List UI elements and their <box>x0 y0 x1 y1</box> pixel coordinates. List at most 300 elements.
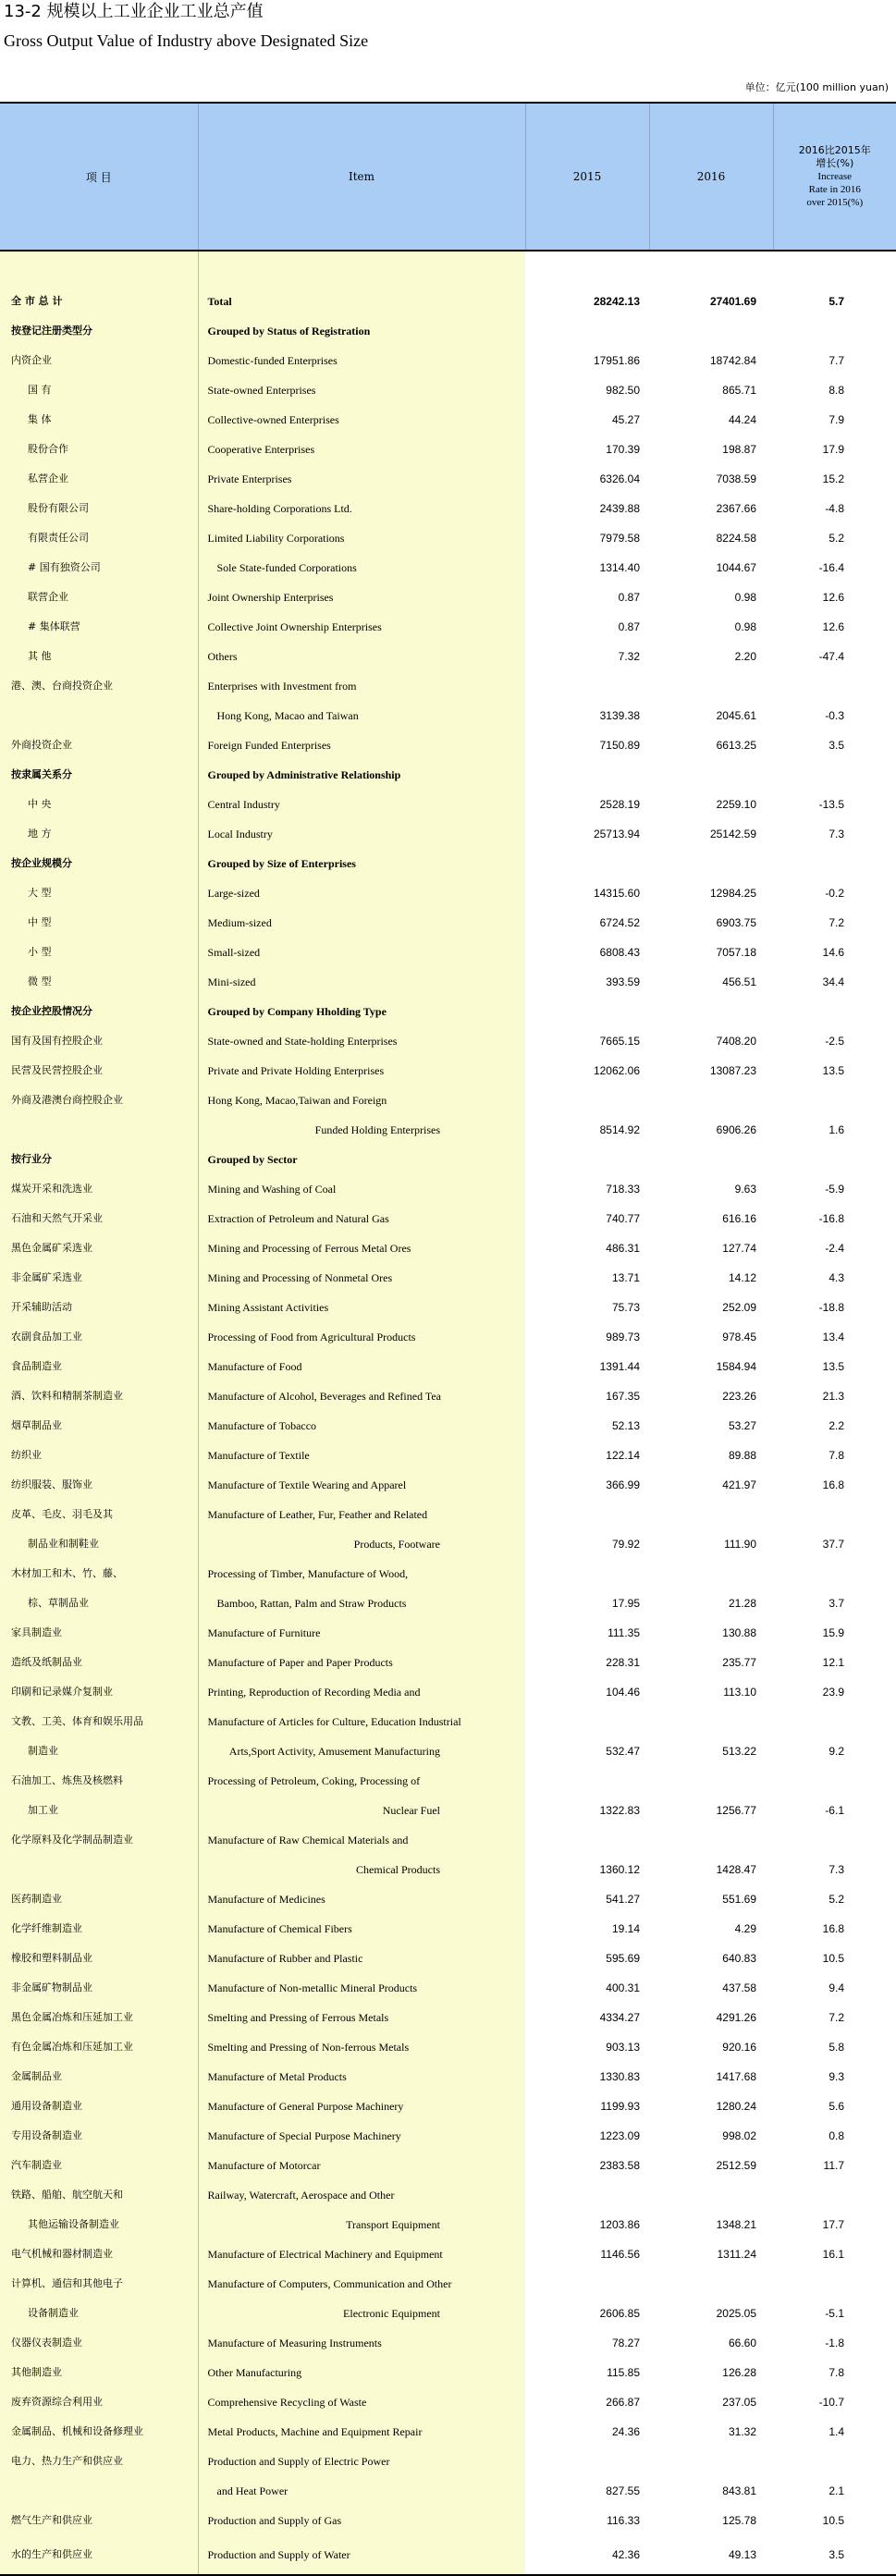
item-name-en: Hong Kong, Macao and Taiwan <box>198 701 525 730</box>
value-2015: 0.87 <box>525 583 649 612</box>
increase-rate: 1.4 <box>773 2417 896 2447</box>
table-row <box>0 1944 896 1973</box>
value-2016: 2.20 <box>649 642 773 671</box>
value-2016 <box>649 2180 773 2210</box>
item-name-en: Private Enterprises <box>198 464 525 494</box>
value-2015: 7979.58 <box>525 523 649 553</box>
increase-rate: 7.2 <box>773 908 896 938</box>
value-2015: 2383.58 <box>525 2151 649 2180</box>
table-row <box>0 1470 896 1500</box>
value-2016: 25142.59 <box>649 819 773 849</box>
item-name-zh: 其他制造业 <box>0 2358 198 2387</box>
increase-rate: 12.1 <box>773 1648 896 1677</box>
increase-rate: 15.9 <box>773 1618 896 1648</box>
item-name-en: Grouped by Company Hholding Type <box>198 997 525 1026</box>
item-name-zh <box>0 2476 198 2506</box>
increase-rate: 2.2 <box>773 1411 896 1441</box>
table-header <box>0 103 896 251</box>
table-row <box>0 346 896 375</box>
item-name-zh: 通用设备制造业 <box>0 2091 198 2121</box>
item-name-zh: 化学纤维制造业 <box>0 1914 198 1944</box>
item-name-en: Collective Joint Ownership Enterprises <box>198 612 525 642</box>
increase-rate: -0.3 <box>773 701 896 730</box>
increase-rate <box>773 671 896 701</box>
increase-rate <box>773 1766 896 1796</box>
item-name-en: Total <box>198 287 525 316</box>
item-name-zh: 纺织业 <box>0 1441 198 1470</box>
value-2015: 52.13 <box>525 1411 649 1441</box>
value-2015: 2528.19 <box>525 790 649 819</box>
value-2015: 6724.52 <box>525 908 649 938</box>
table-row <box>0 1529 896 1559</box>
value-2016: 21.28 <box>649 1589 773 1618</box>
value-2016: 978.45 <box>649 1322 773 1352</box>
increase-rate: 7.9 <box>773 405 896 435</box>
value-2016: 6903.75 <box>649 908 773 938</box>
increase-rate <box>773 2269 896 2299</box>
header-2015: 2015 <box>525 103 649 251</box>
value-2016: 1417.68 <box>649 2062 773 2091</box>
item-name-en: Production and Supply of Gas <box>198 2506 525 2535</box>
item-name-zh: 石油加工、炼焦及核燃料 <box>0 1766 198 1796</box>
value-2016: 113.10 <box>649 1677 773 1707</box>
value-2015: 1330.83 <box>525 2062 649 2091</box>
increase-rate: 5.8 <box>773 2032 896 2062</box>
increase-rate: 9.3 <box>773 2062 896 2091</box>
value-2016: 456.51 <box>649 967 773 997</box>
table-row <box>0 1855 896 1884</box>
value-2015: 595.69 <box>525 1944 649 1973</box>
value-2016 <box>649 671 773 701</box>
item-name-en: Local Industry <box>198 819 525 849</box>
increase-rate: -47.4 <box>773 642 896 671</box>
increase-rate: 11.7 <box>773 2151 896 2180</box>
increase-rate: -5.1 <box>773 2299 896 2328</box>
item-name-zh: 国 有 <box>0 375 198 405</box>
table-row <box>0 1973 896 2003</box>
item-name-en: Manufacture of Textile <box>198 1441 525 1470</box>
table-row <box>0 2062 896 2091</box>
increase-rate: -4.8 <box>773 494 896 523</box>
increase-rate <box>773 2447 896 2476</box>
item-name-zh: 食品制造业 <box>0 1352 198 1381</box>
item-name-zh: 汽车制造业 <box>0 2151 198 2180</box>
item-name-en: Mining and Processing of Nonmetal Ores <box>198 1263 525 1293</box>
item-name-en: Electronic Equipment <box>198 2299 525 2328</box>
item-name-zh: 铁路、船舶、航空航天和 <box>0 2180 198 2210</box>
table-row <box>0 1322 896 1352</box>
value-2016: 2045.61 <box>649 701 773 730</box>
item-name-en: Manufacture of General Purpose Machinery <box>198 2091 525 2121</box>
value-2015: 13.71 <box>525 1263 649 1293</box>
value-2016: 6613.25 <box>649 730 773 760</box>
value-2015: 740.77 <box>525 1204 649 1233</box>
increase-rate <box>773 1559 896 1589</box>
table-row <box>0 1174 896 1204</box>
item-name-en: Mining Assistant Activities <box>198 1293 525 1322</box>
table-row <box>0 967 896 997</box>
table-row <box>0 1115 896 1145</box>
item-name-en: Manufacture of Paper and Paper Products <box>198 1648 525 1677</box>
increase-rate: -6.1 <box>773 1796 896 1825</box>
value-2016: 551.69 <box>649 1884 773 1914</box>
item-name-zh: 有色金属冶炼和压延加工业 <box>0 2032 198 2062</box>
item-name-en: Processing of Petroleum, Coking, Processing of <box>198 1766 525 1796</box>
table-row <box>0 908 896 938</box>
value-2015: 266.87 <box>525 2387 649 2417</box>
table-row <box>0 2180 896 2210</box>
value-2016 <box>649 1559 773 1589</box>
item-name-zh: 股份合作 <box>0 435 198 464</box>
increase-rate: 17.7 <box>773 2210 896 2239</box>
table-row <box>0 435 896 464</box>
value-2016: 513.22 <box>649 1736 773 1766</box>
item-name-zh: 造纸及纸制品业 <box>0 1648 198 1677</box>
table-row <box>0 1086 896 1115</box>
increase-rate: 16.1 <box>773 2239 896 2269</box>
increase-rate: 16.8 <box>773 1914 896 1944</box>
increase-rate: -2.5 <box>773 1026 896 1056</box>
value-2015 <box>525 760 649 790</box>
value-2016: 12984.25 <box>649 878 773 908</box>
item-name-zh: 按隶属关系分 <box>0 760 198 790</box>
value-2016: 2367.66 <box>649 494 773 523</box>
increase-rate: -13.5 <box>773 790 896 819</box>
increase-rate: 3.5 <box>773 2535 896 2575</box>
table-row <box>0 464 896 494</box>
increase-rate: 17.9 <box>773 435 896 464</box>
table-row <box>0 1352 896 1381</box>
value-2015: 104.46 <box>525 1677 649 1707</box>
item-name-zh <box>0 1115 198 1145</box>
increase-rate: -0.2 <box>773 878 896 908</box>
table-row <box>0 671 896 701</box>
item-name-zh: 专用设备制造业 <box>0 2121 198 2151</box>
table-row <box>0 2387 896 2417</box>
increase-rate: -16.8 <box>773 1204 896 1233</box>
value-2016: 920.16 <box>649 2032 773 2062</box>
item-name-en: Other Manufacturing <box>198 2358 525 2387</box>
value-2015: 1199.93 <box>525 2091 649 2121</box>
table-row <box>0 287 896 316</box>
value-2016 <box>649 1145 773 1174</box>
table-row <box>0 2121 896 2151</box>
value-2015: 111.35 <box>525 1618 649 1648</box>
increase-rate: 37.7 <box>773 1529 896 1559</box>
value-2016: 1348.21 <box>649 2210 773 2239</box>
item-name-en: Large-sized <box>198 878 525 908</box>
item-name-zh: 全 市 总 计 <box>0 287 198 316</box>
header-increase-rate <box>773 103 896 251</box>
item-name-zh: 废弃资源综合利用业 <box>0 2387 198 2417</box>
increase-rate: 10.5 <box>773 1944 896 1973</box>
increase-rate: 10.5 <box>773 2506 896 2535</box>
table-row <box>0 730 896 760</box>
value-2015 <box>525 1500 649 1529</box>
increase-rate: 16.8 <box>773 1470 896 1500</box>
item-name-zh: 水的生产和供应业 <box>0 2535 198 2575</box>
table-row <box>0 2151 896 2180</box>
table-row <box>0 494 896 523</box>
value-2016: 4291.26 <box>649 2003 773 2032</box>
table-row <box>0 1056 896 1086</box>
header-rate-line: Increase <box>774 170 896 183</box>
value-2015: 7150.89 <box>525 730 649 760</box>
item-name-zh <box>0 701 198 730</box>
value-2016: 1311.24 <box>649 2239 773 2269</box>
increase-rate: -18.8 <box>773 1293 896 1322</box>
table-row <box>0 1736 896 1766</box>
item-name-zh: 印刷和记录媒介复制业 <box>0 1677 198 1707</box>
value-2016 <box>649 2447 773 2476</box>
value-2015 <box>525 997 649 1026</box>
value-2016 <box>649 760 773 790</box>
table-row <box>0 375 896 405</box>
value-2015: 6808.43 <box>525 938 649 967</box>
value-2015: 75.73 <box>525 1293 649 1322</box>
item-name-zh: 集 体 <box>0 405 198 435</box>
item-name-zh: 棕、草制品业 <box>0 1589 198 1618</box>
value-2016 <box>649 1825 773 1855</box>
table-row <box>0 819 896 849</box>
item-name-zh: 私营企业 <box>0 464 198 494</box>
value-2015: 115.85 <box>525 2358 649 2387</box>
table-row <box>0 1618 896 1648</box>
value-2015: 0.87 <box>525 612 649 642</box>
value-2016: 31.32 <box>649 2417 773 2447</box>
item-name-en: Manufacture of Computers, Communication and Other <box>198 2269 525 2299</box>
table-row <box>0 2417 896 2447</box>
table-row <box>0 997 896 1026</box>
table-row <box>0 612 896 642</box>
table-row <box>0 1233 896 1263</box>
item-name-zh: 金属制品业 <box>0 2062 198 2091</box>
item-name-zh: 橡胶和塑料制品业 <box>0 1944 198 1973</box>
item-name-en: Smelting and Pressing of Non-ferrous Metals <box>198 2032 525 2062</box>
increase-rate <box>773 1145 896 1174</box>
item-name-en: Arts,Sport Activity, Amusement Manufacturing <box>198 1736 525 1766</box>
item-name-zh: 电气机械和器材制造业 <box>0 2239 198 2269</box>
header-rate-line: 增长(%) <box>774 157 896 170</box>
item-name-zh: 按行业分 <box>0 1145 198 1174</box>
increase-rate: -2.4 <box>773 1233 896 1263</box>
table-row <box>0 1263 896 1293</box>
item-name-zh: 加工业 <box>0 1796 198 1825</box>
item-name-zh: 木材加工和木、竹、藤、 <box>0 1559 198 1589</box>
value-2015 <box>525 2180 649 2210</box>
item-name-en: Grouped by Administrative Relationship <box>198 760 525 790</box>
value-2015: 19.14 <box>525 1914 649 1944</box>
table-row <box>0 1204 896 1233</box>
item-name-zh: 联营企业 <box>0 583 198 612</box>
value-2015 <box>525 316 649 346</box>
item-name-en: Manufacture of Tobacco <box>198 1411 525 1441</box>
increase-rate <box>773 316 896 346</box>
spacer-cell <box>525 251 649 287</box>
value-2016: 1256.77 <box>649 1796 773 1825</box>
increase-rate <box>773 1707 896 1736</box>
item-name-en: Comprehensive Recycling of Waste <box>198 2387 525 2417</box>
table-row <box>0 1441 896 1470</box>
value-2015: 167.35 <box>525 1381 649 1411</box>
item-name-zh: 开采辅助活动 <box>0 1293 198 1322</box>
value-2016: 843.81 <box>649 2476 773 2506</box>
value-2015: 1322.83 <box>525 1796 649 1825</box>
item-name-zh: 按登记注册类型分 <box>0 316 198 346</box>
item-name-zh: 仪器仪表制造业 <box>0 2328 198 2358</box>
table-row <box>0 316 896 346</box>
value-2016: 111.90 <box>649 1529 773 1559</box>
item-name-zh: 电力、热力生产和供应业 <box>0 2447 198 2476</box>
value-2015 <box>525 1825 649 1855</box>
header-item-zh: 项 目 <box>0 103 198 251</box>
item-name-en: Manufacture of Metal Products <box>198 2062 525 2091</box>
increase-rate: 13.5 <box>773 1352 896 1381</box>
increase-rate: 0.8 <box>773 2121 896 2151</box>
item-name-zh: 国有及国有控股企业 <box>0 1026 198 1056</box>
value-2016: 1044.67 <box>649 553 773 583</box>
increase-rate <box>773 1500 896 1529</box>
item-name-zh: 其 他 <box>0 642 198 671</box>
item-name-en: Metal Products, Machine and Equipment Repair <box>198 2417 525 2447</box>
value-2016: 18742.84 <box>649 346 773 375</box>
item-name-zh: 股份有限公司 <box>0 494 198 523</box>
output-value-table <box>0 102 896 2576</box>
item-name-en: Manufacture of Furniture <box>198 1618 525 1648</box>
increase-rate: 7.3 <box>773 819 896 849</box>
value-2016: 616.16 <box>649 1204 773 1233</box>
value-2015: 541.27 <box>525 1884 649 1914</box>
table-row <box>0 2535 896 2575</box>
value-2015: 3139.38 <box>525 701 649 730</box>
item-name-zh: 酒、饮料和精制茶制造业 <box>0 1381 198 1411</box>
item-name-zh: 石油和天然气开采业 <box>0 1204 198 1233</box>
value-2015: 42.36 <box>525 2535 649 2575</box>
value-2015: 2606.85 <box>525 2299 649 2328</box>
table-row <box>0 2003 896 2032</box>
value-2015: 7.32 <box>525 642 649 671</box>
value-2015 <box>525 671 649 701</box>
value-2015: 7665.15 <box>525 1026 649 1056</box>
item-name-zh: 大 型 <box>0 878 198 908</box>
item-name-en: Domestic-funded Enterprises <box>198 346 525 375</box>
table-row <box>0 2210 896 2239</box>
value-2015: 1146.56 <box>525 2239 649 2269</box>
increase-rate: 13.5 <box>773 1056 896 1086</box>
increase-rate: 12.6 <box>773 583 896 612</box>
value-2016: 125.78 <box>649 2506 773 2535</box>
item-name-zh: # 集体联营 <box>0 612 198 642</box>
item-name-en: Medium-sized <box>198 908 525 938</box>
item-name-zh: 烟草制品业 <box>0 1411 198 1441</box>
item-name-zh: 文教、工美、体育和娱乐用品 <box>0 1707 198 1736</box>
value-2016: 7057.18 <box>649 938 773 967</box>
item-name-en: Manufacture of Rubber and Plastic <box>198 1944 525 1973</box>
value-2015: 8514.92 <box>525 1115 649 1145</box>
value-2016 <box>649 316 773 346</box>
item-name-zh: 黑色金属矿采选业 <box>0 1233 198 1263</box>
value-2016: 1280.24 <box>649 2091 773 2121</box>
increase-rate: 1.6 <box>773 1115 896 1145</box>
increase-rate: -10.7 <box>773 2387 896 2417</box>
item-name-zh: 小 型 <box>0 938 198 967</box>
header-2016: 2016 <box>649 103 773 251</box>
table-row <box>0 1677 896 1707</box>
value-2015: 24.36 <box>525 2417 649 2447</box>
value-2016: 49.13 <box>649 2535 773 2575</box>
value-2015: 393.59 <box>525 967 649 997</box>
value-2015: 122.14 <box>525 1441 649 1470</box>
header-rate-line: 2016比2015年 <box>774 144 896 157</box>
table-row <box>0 405 896 435</box>
value-2015: 1360.12 <box>525 1855 649 1884</box>
value-2016: 1584.94 <box>649 1352 773 1381</box>
item-name-en: Production and Supply of Water <box>198 2535 525 2575</box>
item-name-zh: 民营及民营控股企业 <box>0 1056 198 1086</box>
item-name-en: Foreign Funded Enterprises <box>198 730 525 760</box>
item-name-zh: 非金属矿采选业 <box>0 1263 198 1293</box>
value-2015: 17951.86 <box>525 346 649 375</box>
table-row <box>0 2328 896 2358</box>
item-name-en: Railway, Watercraft, Aerospace and Other <box>198 2180 525 2210</box>
value-2015: 903.13 <box>525 2032 649 2062</box>
spacer-cell <box>198 251 525 287</box>
table-row <box>0 760 896 790</box>
item-name-zh: 中 央 <box>0 790 198 819</box>
item-name-zh <box>0 1855 198 1884</box>
item-name-en: and Heat Power <box>198 2476 525 2506</box>
value-2016: 14.12 <box>649 1263 773 1293</box>
value-2016: 2512.59 <box>649 2151 773 2180</box>
value-2015: 228.31 <box>525 1648 649 1677</box>
increase-rate: 5.2 <box>773 523 896 553</box>
increase-rate: 7.7 <box>773 346 896 375</box>
value-2015 <box>525 1086 649 1115</box>
item-name-en: Joint Ownership Enterprises <box>198 583 525 612</box>
value-2015 <box>525 1145 649 1174</box>
item-name-en: Chemical Products <box>198 1855 525 1884</box>
increase-rate: 2.1 <box>773 2476 896 2506</box>
increase-rate <box>773 760 896 790</box>
table-row <box>0 1293 896 1322</box>
value-2016 <box>649 849 773 878</box>
item-name-zh: 黑色金属冶炼和压延加工业 <box>0 2003 198 2032</box>
item-name-zh: 设备制造业 <box>0 2299 198 2328</box>
value-2016: 9.63 <box>649 1174 773 1204</box>
item-name-en: Transport Equipment <box>198 2210 525 2239</box>
increase-rate: -5.9 <box>773 1174 896 1204</box>
item-name-zh: 微 型 <box>0 967 198 997</box>
value-2015: 6326.04 <box>525 464 649 494</box>
increase-rate: 9.4 <box>773 1973 896 2003</box>
increase-rate: 21.3 <box>773 1381 896 1411</box>
increase-rate <box>773 849 896 878</box>
item-name-zh: 皮革、毛皮、羽毛及其 <box>0 1500 198 1529</box>
item-name-en: Sole State-funded Corporations <box>198 553 525 583</box>
value-2016: 865.71 <box>649 375 773 405</box>
increase-rate: -1.8 <box>773 2328 896 2358</box>
item-name-en: Nuclear Fuel <box>198 1796 525 1825</box>
table-row <box>0 553 896 583</box>
item-name-zh: # 国有独资公司 <box>0 553 198 583</box>
value-2016: 4.29 <box>649 1914 773 1944</box>
item-name-en: State-owned and State-holding Enterprises <box>198 1026 525 1056</box>
value-2015: 4334.27 <box>525 2003 649 2032</box>
table-row <box>0 790 896 819</box>
item-name-zh: 其他运输设备制造业 <box>0 2210 198 2239</box>
value-2015: 400.31 <box>525 1973 649 2003</box>
value-2016 <box>649 2269 773 2299</box>
